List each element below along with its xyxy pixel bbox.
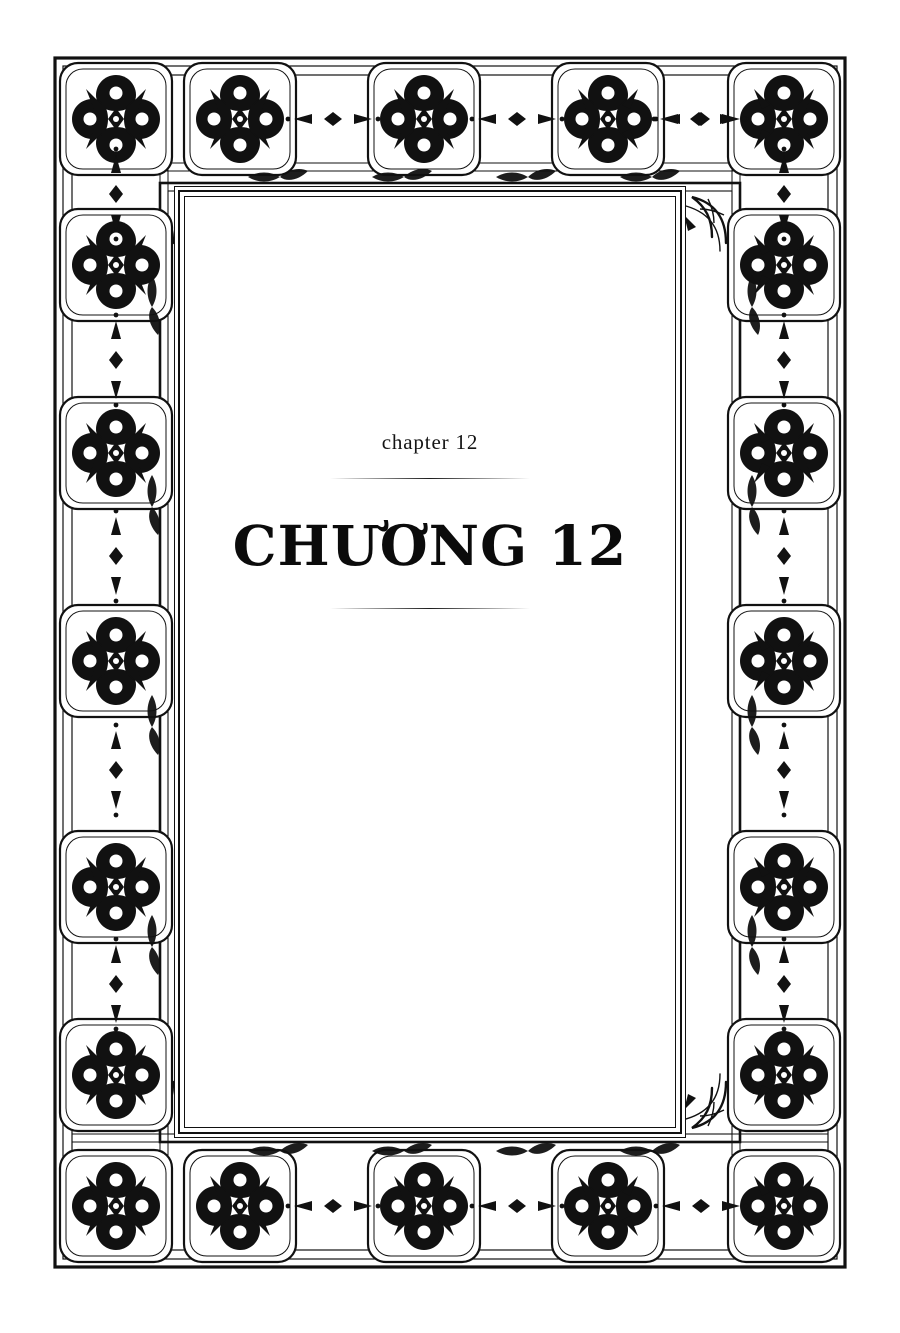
chapter-title-block — [178, 430, 682, 613]
page-title: CHƯƠNG 12 — [232, 513, 628, 579]
chapter-eyebrow-label: chapter 12 — [381, 430, 479, 454]
divider-rule-top — [330, 473, 530, 483]
divider-rule-bottom — [330, 603, 530, 613]
blank-content-panel — [178, 190, 682, 1134]
